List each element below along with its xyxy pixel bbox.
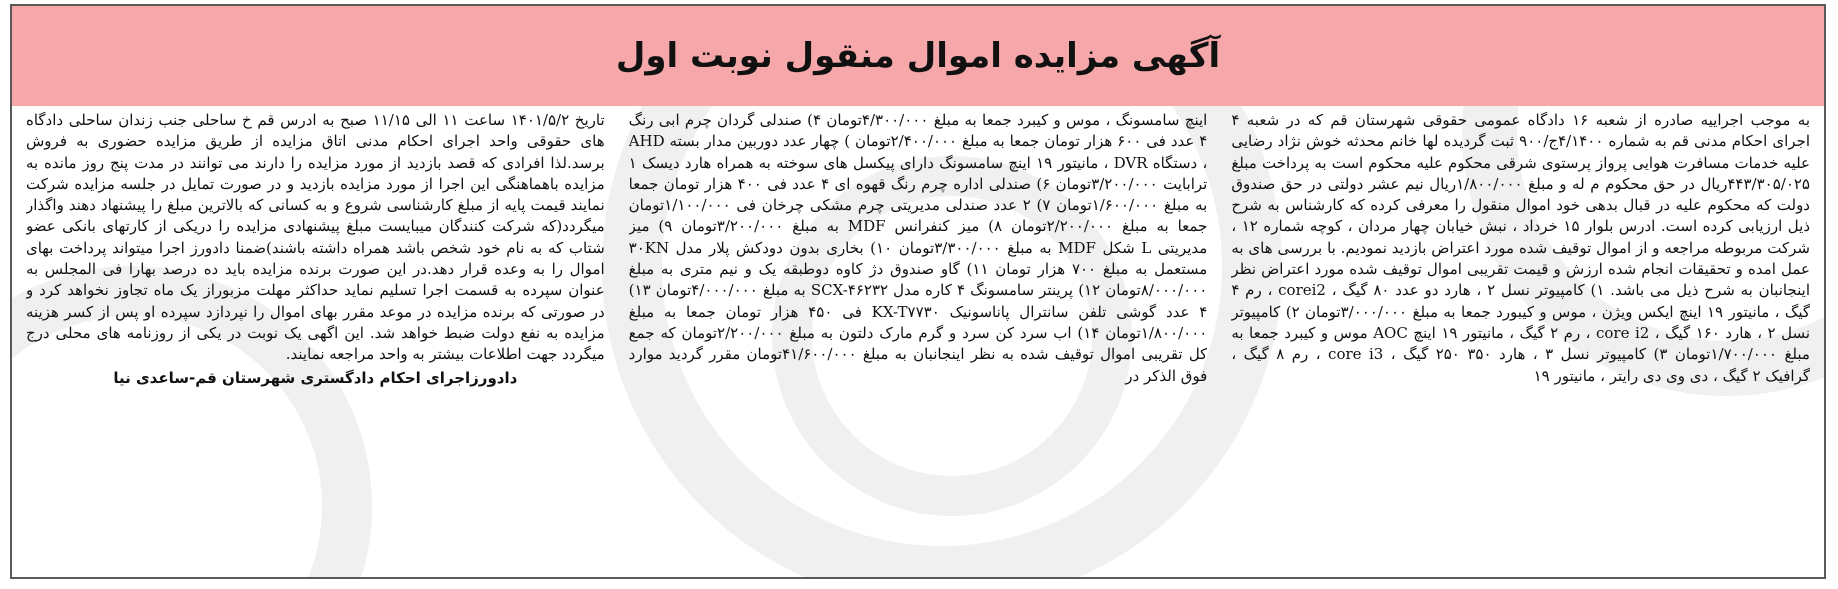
auction-notice — [10, 4, 1826, 579]
column-right — [1231, 110, 1810, 571]
column-left-text: تاریخ ۱۴۰۱/۵/۲ ساعت ۱۱ الی ۱۱/۱۵ صبح به ادرس قم خ ساحلی جنب زندان ساحلی دادگاه های حقوقی واحد اجرای احکام مدنی اتاق مزایده از طریق مزایده حضوری به فروش برسد.لذا افرادی که قصد بازدید از مورد مزایده را دارند می توانند در مدت پنج روز مانده به مزایده باهماهنگی این اجرا از مورد مزایده بازدید و در صورت تمایل در جلسه مزایده شرکت نمایند قیمت پایه از مبلغ کارشناسی شروع و به کسانی که بالاترین مبلغ را پیشنهاد دهند واگذار میگردد(که شرکت کنندگان میبایست مبلغ پیشنهادی مزایده را دریکی از کارتهای بانکی عضو شتاب که به نام خود شخص باشد همراه داشته باشند)ضمنا دادورز اجرا میتواند پرداخت بهای اموال را به وعده قرار دهد.در این صورت برنده مزایده باید ده درصد بهارا فی المجلس به عنوان سپرده به قسمت اجرا تسلیم نماید حداکثر مهلت مزبوراز یک ماه تجاوز نخواهد کرد و در صورتی که برنده مزایده در موعد مقرر بهای اموال را نپردازد سپرده او پس از کسر هزینه مزایده به نفع دولت ضبط خواهد شد. این اگهی یک نوبت در یکی از روزنامه های محلی درج میگردد جهت اطلاعات بیشتر به واحد مراجعه نمایند. — [25, 111, 605, 364]
notice-header — [12, 6, 1824, 106]
column-right-text: به موجب اجراییه صادره از شعبه ۱۶ دادگاه عمومی حقوقی شهرستان قم که در شعبه ۴ اجرای احکام مدنی قم به شماره ۴/۱۴۰۰ج/۹۰۰ ثبت گردیده لها خانم محدثه خوش نژاد رضایی علیه خدمات مسافرت هوایی پرواز پرستوی شرقی محکوم علیه محکوم است به پرداخت مبلغ ۴۴۳/۳۰۵/۰۲۵ریال در حق محکوم م له و مبلغ ۱/۸۰۰/۰۰۰ریال نیم عشر دولتی در حق صندوق دولت که محکوم علیه در قبال بدهی خود اموال منقول را معرفی کرده که کارشناس به شرح ذیل ارزیابی کرده است. ادرس بلوار ۱۵ خرداد ، نبش خیابان چهار مردان ، کوچه شماره ۱۲ ، شرکت مربوطه مراجعه و از اموال توقیف شده مورد اعتراض بازدید نمودیم. با بررسی های به عمل امده و تحقیقات انجام شده ارزش و قیمت تقریبی اموال توقیف شده مورد اعتراض نظر اینجانبان به شرح ذیل می باشد. ۱) کامپیوتر نسل ۲ ، هارد دو عدد ۸۰ گیگ ، corei2 ، رم ۴ گیگ ، مانیتور ۱۹ اینچ ایکس ویژن ، موس و کیبورد جمعا به مبلغ ۳/۰۰۰/۰۰۰تومان ۲) کامپیوتر نسل ۲ ، هارد ۱۶۰ گیگ ، core i2 ، رم ۲ گیگ ، مانیتور ۱۹ اینچ AOC موس و کیبرد جمعا به مبلغ ۱/۷۰۰/۰۰۰تومان ۳) کامپیوتر نسل ۳ ، هارد ۳۵۰ ۲۵۰ گیگ ، core i3 ، رم ۸ گیگ ، گرافیک ۲ گیگ ، دی وی دی رایتر ، مانیتور ۱۹ — [1231, 111, 1810, 385]
column-middle-text: اینچ سامسونگ ، موس و کیبرد جمعا به مبلغ ۴/۳۰۰/۰۰۰تومان ۴) صندلی گردان چرم ابی رنگ ۴ عدد فی ۶۰۰ هزار تومان جمعا به مبلغ ۲/۴۰۰/۰۰۰تومان ) چهار عدد دوربین مدار بسته AHD ، دستگاه DVR ، مانیتور ۱۹ اینچ سامسونگ دارای پیکسل های سوخته به همراه هارد دیسک ۱ ترابایت ۳/۲۰۰/۰۰۰تومان ۶) صندلی اداره چرم رنگ قهوه ای ۴ عدد فی ۴۰۰ هزار تومان جمعا به مبلغ ۱/۶۰۰/۰۰۰تومان ۷) ۲ عدد صندلی مدیریتی چرم مشکی چرخان فی ۱/۱۰۰/۰۰۰تومان جمعا به مبلغ ۲/۲۰۰/۰۰۰تومان ۸) میز کنفرانس MDF به مبلغ ۳/۲۰۰/۰۰۰تومان ۹) میز مدیریتی L شکل MDF به مبلغ ۳/۳۰۰/۰۰۰تومان ۱۰) بخاری بدون دودکش پلار مدل ۳۰KN مستعمل به مبلغ ۷۰۰ هزار تومان ۱۱) گاو صندوق دژ کاوه دوطبقه یک و نیم متری به مبلغ ۸/۰۰۰/۰۰۰تومان ۱۲) پرینتر سامسونگ ۴ کاره مدل SCX-۴۶۲۳۲ به مبلغ ۴/۰۰۰/۰۰۰تومان ۱۳) ۴ عدد گوشی تلفن سانترال پاناسونیک KX-T۷۷۳۰ فی ۴۵۰ هزار تومان جمعا به مبلغ ۱/۸۰۰/۰۰۰تومان ۱۴) اب سرد کن سرد و گرم مارک دلتون به مبلغ ۲/۲۰۰/۰۰۰تومان که جمع کل تقریبی اموال توقیف شده به نظر اینجانبان به مبلغ ۴۱/۶۰۰/۰۰۰تومان مقرر گردید موارد فوق الذکر در — [628, 111, 1208, 385]
signature: دادورزاجرای احکام دادگستری شهرستان قم-ساعدی نیا — [113, 368, 518, 387]
notice-title: آگهی مزایده اموال منقول نوبت اول — [615, 36, 1221, 76]
column-middle — [629, 110, 1208, 571]
column-left — [26, 110, 605, 571]
notice-body — [12, 106, 1824, 577]
